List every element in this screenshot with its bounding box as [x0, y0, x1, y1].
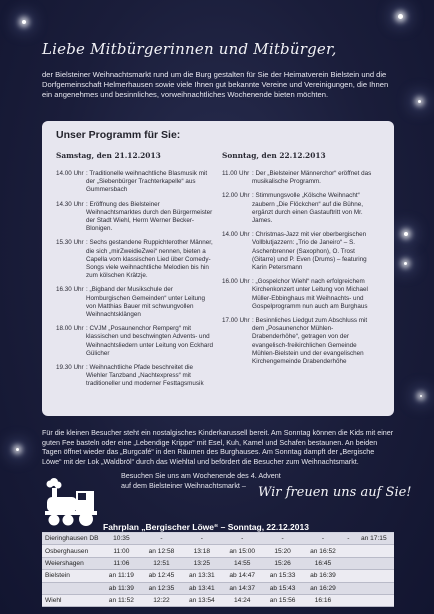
timetable-cell [354, 570, 394, 582]
program-event [222, 192, 380, 225]
timetable-cell: - [262, 533, 302, 545]
event-text: : Besinnliches Liedgut zum Abschluss mit dem „Posaunenchor Mühlen-Drabenderhöhe“, getragen von der evangelisch-freikirchlichen Gemeinde Mühlen-Bielstein und der evangelischen Kirchengemeinde Drabenderhöhe [252, 317, 368, 366]
station-name: Wiehl [42, 594, 102, 606]
timetable-cell: an 15:33 [262, 570, 302, 582]
program-event [222, 278, 380, 311]
star-decoration [418, 100, 421, 103]
timetable-cell [343, 545, 353, 557]
event-time: 14.30 Uhr [56, 200, 84, 208]
steam-train-icon [42, 478, 100, 528]
program-event [56, 201, 214, 234]
event-text: : Traditionelle weihnachtliche Blasmusik mit der „Siebenbürger Trachterkapelle“ aus Gummersbach [86, 170, 208, 194]
timetable [42, 533, 394, 607]
timetable-row [42, 570, 394, 582]
timetable-cell [343, 582, 353, 594]
program-event [56, 239, 214, 280]
closing-line: Besuchen Sie uns am Wochenende des 4. Advent [121, 471, 281, 480]
closing-line: auf dem Bielsteiner Weihnachtsmarkt – [121, 480, 246, 490]
timetable-cell: 15:20 [262, 545, 302, 557]
timetable-cell: an 15:56 [262, 594, 302, 606]
event-time: 16.30 Uhr [56, 286, 84, 294]
station-name: Weiershagen [42, 557, 102, 569]
event-text: : „Gospelchor Wiehl“ nach erfolgreichem Kirchenkonzert unter Leitung von Michael Müller-Ebbinghaus mit Weihnachts- und Gospelprogramm nun auch am Burghaus [252, 278, 368, 310]
timetable-cell: 16:16 [303, 594, 343, 606]
star-decoration [398, 14, 403, 19]
timetable-cell [343, 594, 353, 606]
program-title: Unser Programm für Sie: [56, 129, 181, 141]
timetable-cell: ab 13:41 [182, 582, 222, 594]
timetable-cell: - [222, 533, 262, 545]
event-time: 14.00 Uhr [222, 231, 250, 239]
timetable-cell: an 14:37 [222, 582, 262, 594]
timetable-row [42, 582, 394, 594]
event-text: : Sechs gestandene Ruppichterother Männer, die sich „mirZweidieZwei“ nennen, bieten a Capella vom klassischen Lied über Comedy-Songs viele weihnachtliche Melodien bis hin zum kölschen Krätzje. [86, 239, 213, 280]
timetable-cell: an 16:52 [303, 545, 343, 557]
timetable-cell: 11:00 [102, 545, 142, 557]
program-day-saturday [56, 151, 214, 395]
timetable-cell [354, 582, 394, 594]
timetable-cell [354, 557, 394, 569]
event-time: 11.00 Uhr [222, 170, 250, 177]
event-text: : Der „Bielsteiner Männerchor“ eröffnet das musikalische Programm. [252, 170, 372, 186]
program-day-sunday [222, 151, 380, 372]
station-name [42, 582, 102, 594]
timetable-cell [354, 594, 394, 606]
timetable-cell: 15:26 [262, 557, 302, 569]
event-text: : Stimmungsvolle „Kölsche Weihnacht“ zaubern „Die Flöckchen“ auf die Bühne, ergänzt durch einen Gastauftritt von Mr. James. [252, 192, 363, 225]
timetable-cell: 12:22 [141, 594, 181, 606]
star-decoration [404, 262, 407, 265]
greeting-heading: Liebe Mitbürgerinnen und Mitbürger, [42, 40, 337, 58]
timetable-cell: - [343, 533, 353, 545]
star-decoration [404, 232, 408, 236]
timetable-cell: ab 11:39 [102, 582, 142, 594]
timetable-cell [343, 570, 353, 582]
timetable-cell: 13:25 [182, 557, 222, 569]
timetable-cell: an 17:15 [354, 533, 394, 545]
event-time: 14.00 Uhr [56, 170, 84, 177]
timetable-cell: 13:18 [182, 545, 222, 557]
closing-text [121, 471, 281, 490]
timetable-cell: ab 12:45 [141, 570, 181, 582]
program-event [56, 364, 214, 389]
day-label: Samstag, den 21.12.2013 [56, 151, 161, 160]
station-name: Bielstein [42, 570, 102, 582]
timetable-cell: ab 15:43 [262, 582, 302, 594]
timetable-cell: an 11:19 [102, 570, 142, 582]
event-text: : Weihnachtliche Pfade beschreitet die Wiehler Tanzband „Nachtexpress“ mit traditioneller und moderner Festtagsmusik [86, 364, 204, 388]
star-decoration [16, 448, 19, 451]
event-text: : Eröffnung des Bielsteiner Weihnachtsmarktes durch den Bürgermeister der Stadt Wiehl, Herrn Werner Becker-Blonigen. [86, 200, 213, 233]
timetable-cell: 16:45 [303, 557, 343, 569]
event-time: 19.30 Uhr [56, 364, 84, 372]
timetable-cell: an 13:31 [182, 570, 222, 582]
program-event [222, 317, 380, 366]
kids-info-paragraph: Für die kleinen Besucher steht ein nostalgisches Kinderkarussell bereit. Am Sonntag können die Kids mit einer guten Fee basteln oder eine „Lebendige Krippe“ mit Esel, Kuh, Kamel und Schafen bestaunen. An beiden Tagen öffnet wieder das „Burgcafé“ in den Räumen des Burghauses. Am Sonntag dampft der „Bergische Löwe“ mit der Lok „Waldbröl“ durch das Wiehltal und befördert die Besucher zum Weihnachtsmarkt. [42, 428, 394, 466]
timetable-cell: ab 14:47 [222, 570, 262, 582]
timetable-cell: - [182, 533, 222, 545]
timetable-cell: an 12:58 [141, 545, 181, 557]
program-event [222, 170, 380, 186]
timetable-cell [343, 557, 353, 569]
event-text: : Christmas-Jazz mit vier oberbergischen Vollblutjazzern: „Trio de Janeiro“ – S. Aschenbrenner (Saxophon), O. Trost (Gitarre) und P. Even (Drums) – featuring Karin Petersmann [252, 231, 367, 272]
timetable-row [42, 557, 394, 569]
station-name: Dieringhausen DB [42, 533, 102, 545]
star-decoration [420, 395, 422, 397]
program-event [222, 231, 380, 272]
timetable-cell: an 15:00 [222, 545, 262, 557]
program-event [56, 325, 214, 358]
timetable-cell: 14:55 [222, 557, 262, 569]
timetable-cell: an 12:35 [141, 582, 181, 594]
intro-paragraph: der Bielsteiner Weihnachtsmarkt rund um die Burg gestalten für Sie der Heimatverein Bielstein und die Dorfgemeinschaft Helmerhausen sowie viele Ihnen gut bekannte Vereine und Vereinigungen, die Ihnen ein angenehmes und besinnliches, vorweihnachtliches Wochenende bieten möchten. [42, 70, 389, 100]
timetable-row [42, 533, 394, 545]
timetable-cell: an 16:29 [303, 582, 343, 594]
star-decoration [22, 20, 26, 24]
timetable-cell: 12:51 [141, 557, 181, 569]
program-card [42, 121, 394, 416]
slogan-text: Wir freuen uns auf Sie! [258, 485, 412, 500]
program-event [56, 286, 214, 319]
timetable-cell: an 13:54 [182, 594, 222, 606]
day-label: Sonntag, den 22.12.2013 [222, 151, 326, 160]
event-time: 12.00 Uhr [222, 192, 250, 200]
timetable-cell: 14:24 [222, 594, 262, 606]
program-event [56, 170, 214, 195]
timetable-row [42, 594, 394, 606]
timetable-cell: 10:35 [102, 533, 142, 545]
event-time: 15.30 Uhr [56, 239, 84, 247]
timetable-cell: 11:06 [102, 557, 142, 569]
station-name: Osberghausen [42, 545, 102, 557]
timetable-cell: ab 16:39 [303, 570, 343, 582]
event-text: : „Bigband der Musikschule der Homburgischen Gemeinden“ unter Leitung von Matthias Bauer mit schwungvollen Weihnachtsklängen [86, 286, 206, 319]
event-time: 17.00 Uhr [222, 317, 250, 325]
timetable-cell: - [303, 533, 343, 545]
timetable-cell [354, 545, 394, 557]
timetable-cell: an 11:52 [102, 594, 142, 606]
timetable-row [42, 545, 394, 557]
event-text: : CVJM „Posaunenchor Remperg“ mit klassischen und beschwingten Advents- und Weihnachtsliedern unter Leitung von Eckhard Gülicher [86, 325, 213, 357]
event-time: 18.00 Uhr [56, 325, 84, 333]
event-time: 16.00 Uhr [222, 278, 250, 286]
timetable-cell: - [141, 533, 181, 545]
timetable-title: Fahrplan „Bergischer Löwe“ – Sonntag, 22.12.2013 [103, 522, 309, 532]
